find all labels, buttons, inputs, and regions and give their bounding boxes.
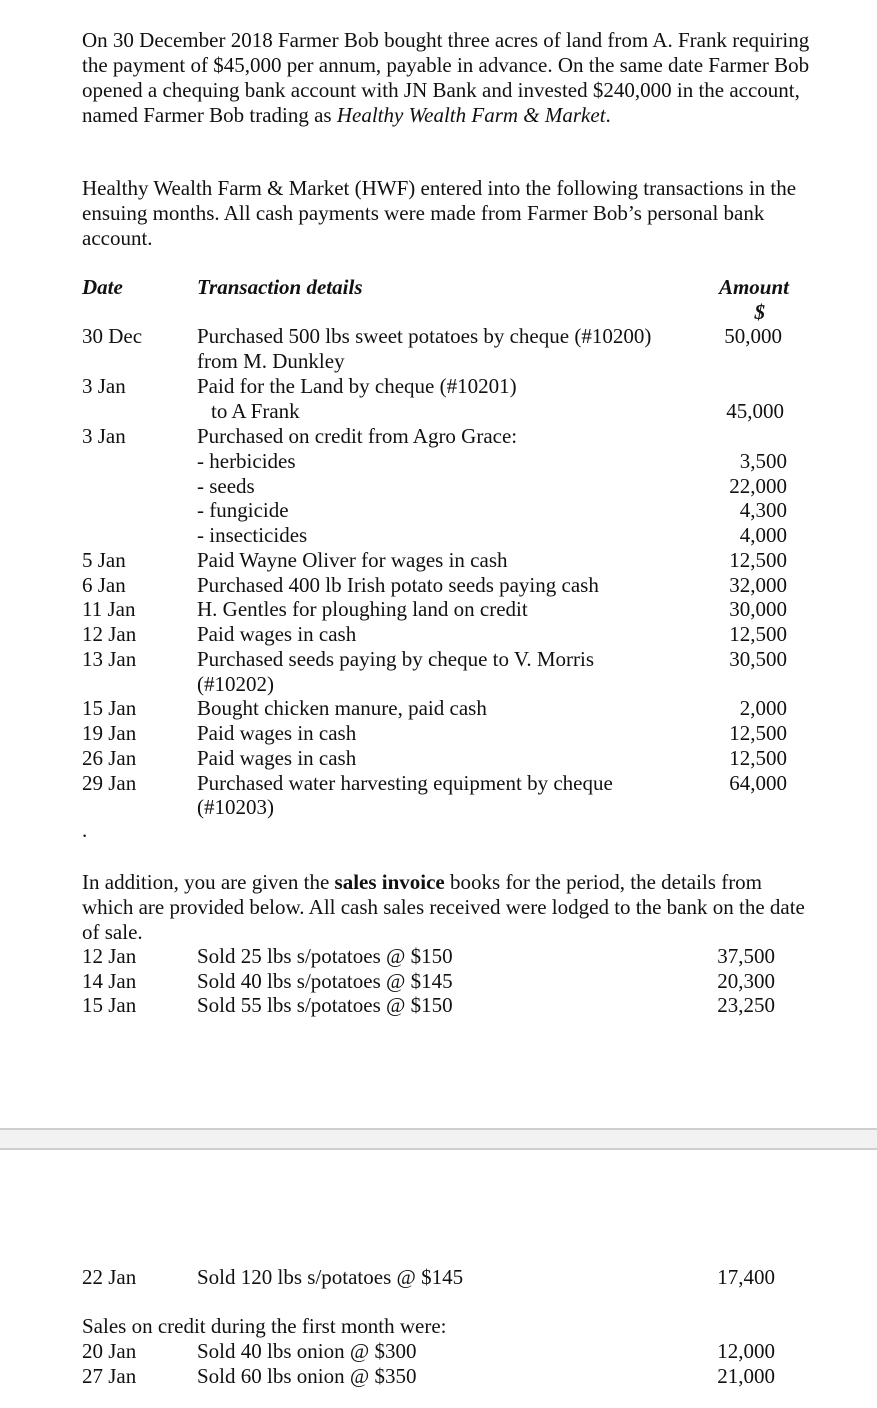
transaction-amount: 12,500 bbox=[729, 548, 787, 572]
table-header bbox=[0, 275, 877, 300]
sale-date: 22 Jan bbox=[82, 1265, 137, 1289]
sale-date: 14 Jan bbox=[82, 969, 137, 993]
table-header-currency bbox=[0, 300, 877, 325]
transaction-amount: 12,500 bbox=[729, 622, 787, 646]
cash-sale-row bbox=[0, 944, 877, 969]
sale-amount: 12,000 bbox=[717, 1339, 775, 1363]
transaction-date: 12 Jan bbox=[82, 622, 137, 646]
transaction-amount: 3,500 bbox=[739, 449, 787, 473]
cash-sale-row bbox=[0, 1265, 877, 1290]
transaction-row bbox=[0, 449, 877, 474]
transaction-amount: 12,500 bbox=[729, 746, 787, 770]
sale-desc: Sold 40 lbs s/potatoes @ $145 bbox=[197, 969, 453, 993]
credit-sale-row bbox=[0, 1364, 877, 1389]
business-name: Healthy Wealth Farm & Market bbox=[336, 103, 606, 127]
transaction-row bbox=[0, 771, 877, 796]
sale-amount: 17,400 bbox=[717, 1265, 775, 1289]
sale-date: 27 Jan bbox=[82, 1364, 137, 1388]
transaction-row bbox=[0, 523, 877, 548]
transaction-date: 6 Jan bbox=[82, 573, 126, 597]
transaction-amount: 32,000 bbox=[729, 573, 787, 597]
credit-sales-heading-row bbox=[0, 1314, 877, 1339]
transaction-row bbox=[0, 597, 877, 622]
transaction-row-cont bbox=[0, 399, 877, 424]
sales-intro-paragraph bbox=[82, 870, 812, 945]
transaction-amount: 30,500 bbox=[729, 647, 787, 671]
sale-amount: 37,500 bbox=[717, 944, 775, 968]
header-date: Date bbox=[82, 275, 123, 299]
transaction-desc-cont: to A Frank bbox=[211, 399, 300, 423]
transaction-date: 3 Jan bbox=[82, 374, 126, 398]
transaction-desc: Purchased 400 lb Irish potato seeds paying cash bbox=[197, 573, 599, 597]
transaction-amount: 22,000 bbox=[729, 474, 787, 498]
sales-intro-text: In addition, you are given the bbox=[82, 870, 335, 894]
transaction-desc: H. Gentles for ploughing land on credit bbox=[197, 597, 528, 621]
intro-end: . bbox=[605, 103, 611, 127]
transaction-date: 19 Jan bbox=[82, 721, 137, 745]
transaction-desc: Purchased seeds paying by cheque to V. Morris bbox=[197, 647, 594, 671]
sale-amount: 20,300 bbox=[717, 969, 775, 993]
transaction-amount: 4,000 bbox=[739, 523, 787, 547]
transaction-row bbox=[0, 573, 877, 598]
transaction-row bbox=[0, 696, 877, 721]
transaction-desc: Purchased 500 lbs sweet potatoes by cheque (#10200) bbox=[197, 324, 652, 348]
transaction-row bbox=[0, 721, 877, 746]
transaction-row bbox=[0, 474, 877, 499]
sale-date: 15 Jan bbox=[82, 993, 137, 1017]
stray-mark: . bbox=[82, 818, 88, 842]
transaction-row bbox=[0, 622, 877, 647]
transaction-date: 11 Jan bbox=[82, 597, 136, 621]
transaction-date: 3 Jan bbox=[82, 424, 126, 448]
sale-desc: Sold 60 lbs onion @ $350 bbox=[197, 1364, 417, 1388]
transaction-row-cont bbox=[0, 349, 877, 374]
transaction-date: 5 Jan bbox=[82, 548, 126, 572]
transaction-desc: - seeds bbox=[197, 474, 255, 498]
transaction-row bbox=[0, 548, 877, 573]
transaction-desc: Purchased water harvesting equipment by cheque bbox=[197, 771, 613, 795]
cash-sale-row bbox=[0, 969, 877, 994]
transaction-amount: 50,000 bbox=[724, 324, 782, 348]
context-paragraph: Healthy Wealth Farm & Market (HWF) entered into the following transactions in the ensuing months. All cash payments were made from Farmer Bob’s personal bank account. bbox=[82, 176, 797, 250]
sale-desc: Sold 40 lbs onion @ $300 bbox=[197, 1339, 417, 1363]
sale-desc: Sold 55 lbs s/potatoes @ $150 bbox=[197, 993, 453, 1017]
transaction-amount: 30,000 bbox=[729, 597, 787, 621]
transaction-row bbox=[0, 374, 877, 399]
transaction-amount: 2,000 bbox=[739, 696, 787, 720]
page-break-separator bbox=[0, 1128, 877, 1150]
transaction-date: 30 Dec bbox=[82, 324, 143, 348]
transaction-row bbox=[0, 746, 877, 771]
transaction-desc: - fungicide bbox=[197, 498, 289, 522]
transaction-amount: 4,300 bbox=[739, 498, 787, 522]
sale-desc: Sold 120 lbs s/potatoes @ $145 bbox=[197, 1265, 464, 1289]
transaction-desc: - insecticides bbox=[197, 523, 308, 547]
credit-sales-heading: Sales on credit during the first month were: bbox=[82, 1314, 447, 1338]
sale-date: 20 Jan bbox=[82, 1339, 137, 1363]
transaction-desc-cont: (#10202) bbox=[197, 672, 274, 696]
transaction-desc: Paid for the Land by cheque (#10201) bbox=[197, 374, 517, 398]
transaction-amount: 64,000 bbox=[729, 771, 787, 795]
sales-invoice-bold: sales invoice bbox=[334, 870, 445, 894]
transaction-desc: Purchased on credit from Agro Grace: bbox=[197, 424, 518, 448]
intro-text: On 30 December 2018 Farmer Bob bought three acres of land from A. Frank requiring the payment of $45,000 per annum, payable in advance. On the same date Farmer Bob opened a chequing bank account with JN Bank and invested $240,000 in the account, named Farmer Bob trading as bbox=[82, 28, 810, 127]
transaction-desc: Paid wages in cash bbox=[197, 721, 357, 745]
transaction-desc: Paid wages in cash bbox=[197, 622, 357, 646]
sale-amount: 21,000 bbox=[717, 1364, 775, 1388]
transaction-row bbox=[0, 647, 877, 672]
sale-desc: Sold 25 lbs s/potatoes @ $150 bbox=[197, 944, 453, 968]
transaction-amount: 12,500 bbox=[729, 721, 787, 745]
transaction-desc: Paid Wayne Oliver for wages in cash bbox=[197, 548, 508, 572]
transaction-desc: Bought chicken manure, paid cash bbox=[197, 696, 487, 720]
sales-intro-text-2: books for the period, the details from which are provided below. All cash sales received were lodged to the bank on the date of sale. bbox=[82, 870, 805, 944]
transaction-amount: 45,000 bbox=[726, 399, 784, 423]
intro-paragraph bbox=[82, 28, 812, 128]
transaction-desc-cont: (#10203) bbox=[197, 795, 274, 819]
header-currency: $ bbox=[754, 300, 765, 324]
sale-amount: 23,250 bbox=[717, 993, 775, 1017]
sale-date: 12 Jan bbox=[82, 944, 137, 968]
transaction-row-cont bbox=[0, 672, 877, 697]
credit-sale-row bbox=[0, 1339, 877, 1364]
transaction-date: 13 Jan bbox=[82, 647, 137, 671]
transaction-desc: - herbicides bbox=[197, 449, 296, 473]
transaction-date: 29 Jan bbox=[82, 771, 137, 795]
transaction-date: 26 Jan bbox=[82, 746, 137, 770]
transaction-row bbox=[0, 324, 877, 349]
transaction-row bbox=[0, 498, 877, 523]
transaction-desc-cont: from M. Dunkley bbox=[197, 349, 345, 373]
header-amount: Amount bbox=[718, 275, 789, 299]
cash-sale-row bbox=[0, 993, 877, 1018]
header-details: Transaction details bbox=[197, 275, 363, 299]
transaction-date: 15 Jan bbox=[82, 696, 137, 720]
transaction-row-cont bbox=[0, 795, 877, 820]
transaction-row bbox=[0, 424, 877, 449]
transaction-desc: Paid wages in cash bbox=[197, 746, 357, 770]
